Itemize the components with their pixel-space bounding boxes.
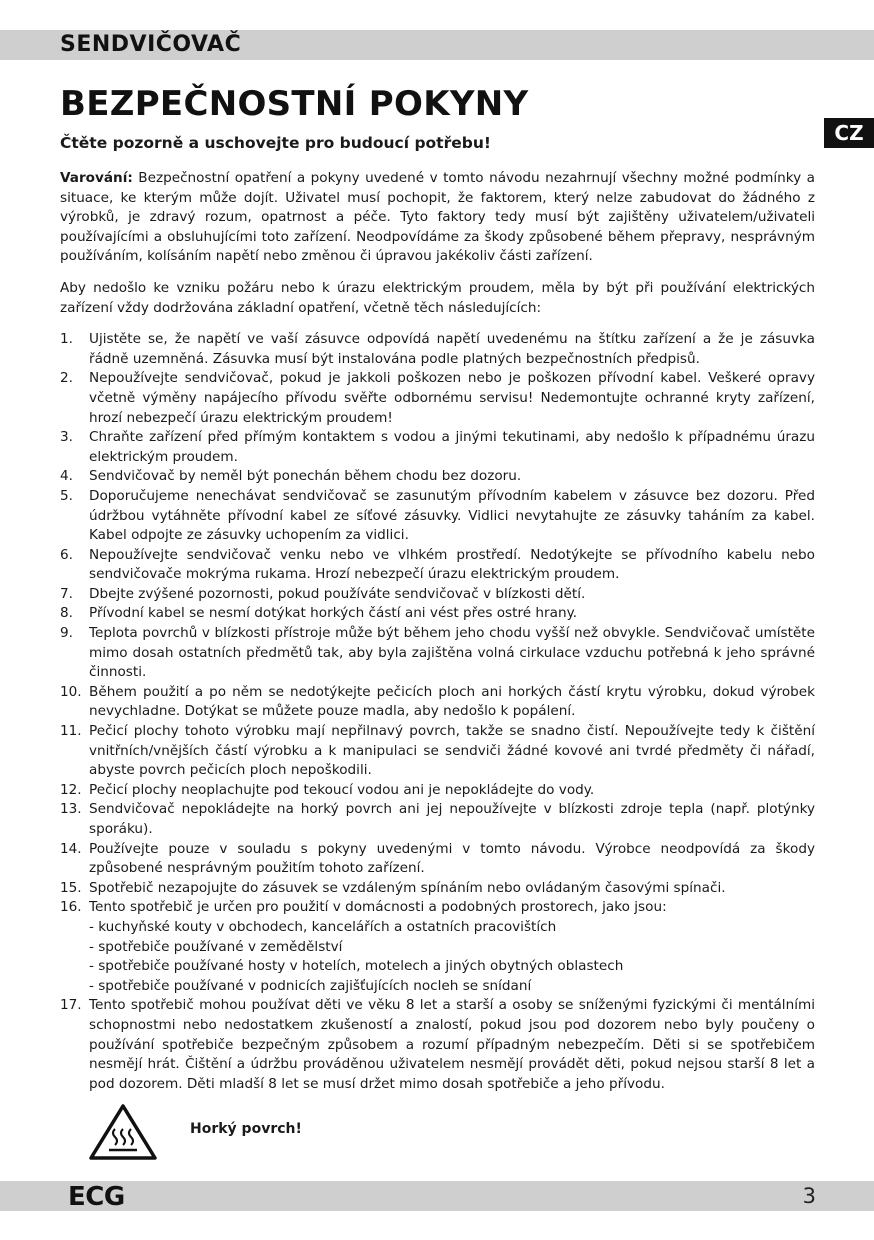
list-item: 15. Spotřebič nezapojujte do zásuvek se vzdáleným spínáním nebo ovládaným časovými spínači.	[60, 879, 726, 896]
list-item: 8. Přívodní kabel se nesmí dotýkat horkých částí ani vést přes ostré hrany.	[60, 605, 578, 622]
list-item: 17. Tento spotřebič mohou používat děti ve věku 8 let a starší a osoby se sníženými fyzickými či mentálními schopnostmi nebo nedostatkem zkušeností a znalostí, pokud jsou pod dozorem nebo byly poučeny o používání spotřebiče bezpečným způsobem a rozumí případným nebezpečím. Děti si se spotřebičem nesmějí hrát. Čištění a údržbu prováděnou uživatelem nesmějí provádět děti, pokud nejsou starší 8 let a pod dozorem. Děti mladší 8 let se musí držet mimo dosah spotřebiče a jeho přívodu.	[60, 997, 815, 1092]
list-item: 3. Chraňte zařízení před přímým kontaktem s vodou a jinými tekutinami, aby nedošlo k případnému úrazu elektrickým proudem.	[60, 429, 815, 465]
page-subtitle: Čtěte pozorně a uschovejte pro budoucí potřebu!	[60, 134, 491, 152]
list-item: 7. Dbejte zvýšené pozornosti, pokud používáte sendvičovač v blízkosti dětí.	[60, 585, 586, 602]
sub-item: - kuchyňské kouty v obchodech, kancelářích a ostatních pracovištích	[89, 918, 557, 935]
warning-paragraph	[60, 169, 815, 267]
footer-bar	[0, 1181, 874, 1211]
page-title: BEZPEČNOSTNÍ POKYNY	[60, 84, 529, 124]
list-item: 10. Během použití a po něm se nedotýkejte pečicích ploch ani horkých částí krytu výrobku, dokud výrobek nevychladne. Dotýkat se můžete pouze madla, aby nedošlo k popálení.	[60, 683, 815, 720]
list-item: 12. Pečicí plochy neoplachujte pod tekoucí vodou ani je nepokládejte do vody.	[60, 781, 595, 798]
list-item: 6. Nepoužívejte sendvičovač venku nebo ve vlhkém prostředí. Nedotýkejte se přívodního kabelu nebo sendvičovače mokrýma rukama. Hrozí nebezpečí úrazu elektrickým proudem.	[60, 546, 815, 583]
hot-surface-label: Horký povrch!	[190, 1121, 302, 1137]
brand-logo: ECG	[68, 1182, 125, 1212]
list-item: 1. Ujistěte se, že napětí ve vaší zásuvce odpovídá napětí uvedenému na štítku zařízení a že je zásuvka řádně uzemněná. Zásuvka musí být instalována podle platných bezpečnostních předpisů.	[60, 331, 815, 367]
main-content	[60, 169, 815, 1094]
list-item: 2. Nepoužívejte sendvičovač, pokud je jakkoli poškozen nebo je poškozen přívodní kabel. Veškeré opravy včetně výměny napájecího přívodu svěřte odbornému servisu! Nedemontujte ochranné kryty zařízení, hrozí nebezpečí úrazu elektrickým proudem!	[60, 370, 815, 426]
warning-text: Bezpečnostní opatření a pokyny uvedené v tomto návodu nezahrnují všechny možné podmínky a situace, ke kterým může dojít. Uživatel musí pochopit, že faktorem, který nelze zabudovat do žádného z výrobků, je zdravý rozum, opatrnost a péče. Tyto faktory tedy musí být zajištěny uživatelem/uživateli používajícími a obsluhujícími toto zařízení. Neodpovídáme za škody způsobené během přepravy, nesprávným používáním, kolísáním napětí nebo změnou či úpravou jakékoliv části zařízení.	[60, 170, 815, 265]
sub-item: - spotřebiče používané v podnicích zajišťujících nocleh se snídaní	[89, 977, 532, 994]
list-item: 4. Sendvičovač by neměl být ponechán během chodu bez dozoru.	[60, 468, 522, 485]
list-item: 5. Doporučujeme nenechávat sendvičovač se zasunutým přívodním kabelem v zásuvce bez dozoru. Před údržbou vytáhněte přívodní kabel ze síťové zásuvky. Vidlici nevytahujte ze zásuvky taháním za kabel. Kabel odpojte ze zásuvky uchopením za vidlici.	[60, 487, 815, 544]
intro-paragraph: Aby nedošlo ke vzniku požáru nebo k úrazu elektrickým proudem, měla by být při používání elektrických zařízení vždy dodržována základní opatření, včetně těch následujících:	[60, 279, 815, 316]
list-item: 13. Sendvičovač nepokládejte na horký povrch ani jej nepoužívejte v blízkosti zdroje tepla (např. plotýnky sporáku).	[60, 801, 815, 837]
page-number: 3	[802, 1184, 816, 1208]
header-bar	[0, 30, 874, 60]
list-item: 9. Teplota povrchů v blízkosti přístroje může být během jeho chodu vyšší než obvykle. Sendvičovač umístěte mimo dosah ostatních předmětů tak, aby byla zajištěna volná cirkulace vzduchu potřebná k jeho správné činnosti.	[60, 625, 815, 681]
hot-surface-warning-icon	[88, 1103, 158, 1161]
language-tab: CZ	[824, 118, 874, 148]
warning-label: Varování:	[60, 170, 133, 186]
list-item: 14. Používejte pouze v souladu s pokyny uvedenými v tomto návodu. Výrobce neodpovídá za škody způsobené nesprávným použitím tohoto zařízení.	[60, 840, 815, 877]
safety-rules-list	[60, 330, 815, 1094]
sub-item: - spotřebiče používané hosty v hotelích, motelech a jiných obytných oblastech	[89, 958, 624, 975]
list-item: 16. Tento spotřebič je určen pro použití v domácnosti a podobných prostorech, jako jsou: - kuchyňské kouty v obchodech, kancelářích a ostatních pracovištích - spotřebiče používané v zemědělství - spotřebiče používané hosty v hotelích, motelech a jiných obytných oblastech - spotřebiče používané v podnicích zajišťujících nocleh se snídaní	[60, 898, 815, 996]
product-name: SENDVIČOVAČ	[60, 32, 242, 57]
sub-item: - spotřebiče používané v zemědělství	[89, 938, 343, 955]
list-item: 11. Pečicí plochy tohoto výrobku mají nepřilnavý povrch, takže se snadno čistí. Nepoužívejte tedy k čištění vnitřních/vnějších částí výrobku a k manipulaci se sendviči žádné kovové ani tvrdé předměty či nářadí, abyste povrch pečicích ploch nepoškodili.	[60, 723, 815, 779]
